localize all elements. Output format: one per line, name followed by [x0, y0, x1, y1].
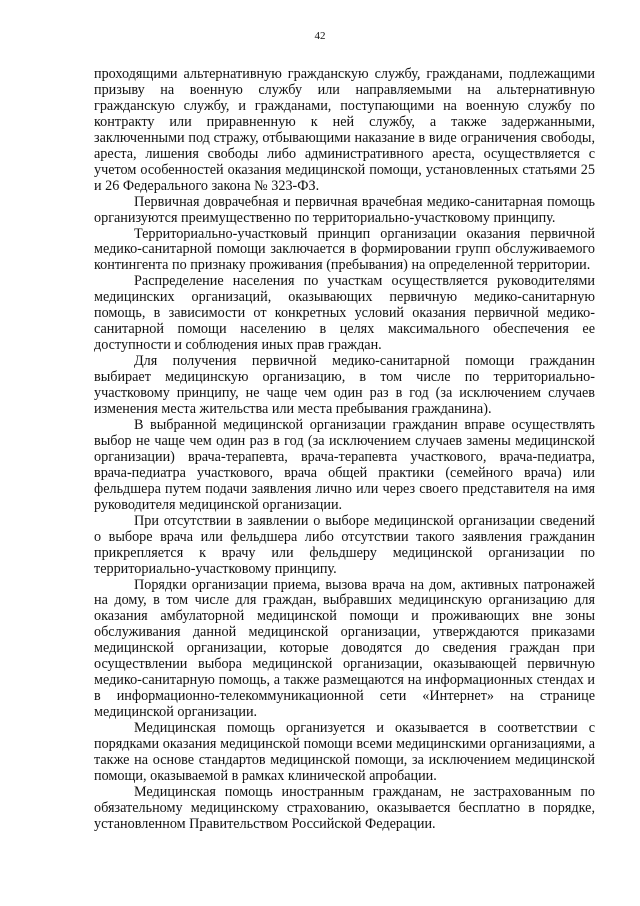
paragraph: Порядки организации приема, вызова врача на дом, активных патронажей на дому, в том числе для граждан, выбравших медицинскую организацию для оказания амбулаторной медицинской помощи и проживающих вне зоны обслуживания данной медицинской организации, утверждаются приказами медицинской организации, которые доводятся до сведения граждан при осуществлении выбора медицинской организации, оказывающей первичную медико-санитарную помощь, а также размещаются на информационных стендах и в информационно-телекоммуникационной сети «Интернет» на странице медицинской организации.: [94, 576, 595, 721]
page-number: 42: [314, 30, 326, 42]
paragraph: При отсутствии в заявлении о выборе медицинской организации сведений о выборе врача или фельдшера либо отсутствии такого заявления гражданин прикрепляется к врачу или фельдшеру медицинской организации по территориально-участковому принципу.: [94, 512, 595, 577]
paragraph-continuation: проходящими альтернативную гражданскую службу, гражданами, подлежащими призыву на военную службу или направляемыми на альтернативную гражданскую службу, и гражданами, поступающими на военную службу по контракту или приравненную к ней службу, а также задержанными, заключенными под стражу, отбывающими наказание в виде ограничения свободы, ареста, лишения свободы либо административного ареста, осуществляется с учетом особенностей оказания медицинской помощи, установленных статьями 25 и 26 Федерального закона № 323-ФЗ.: [94, 66, 595, 194]
paragraph: Территориально-участковый принцип организации оказания первичной медико-санитарной помощи заключается в формировании групп обслуживаемого контингента по признаку проживания (пребывания) на определенной территории.: [94, 225, 595, 274]
document-body: [94, 67, 595, 833]
paragraph: Для получения первичной медико-санитарной помощи гражданин выбирает медицинскую организацию, в том числе по территориально-участковому принципу, не чаще чем один раз в год (за исключением случаев изменения места жительства или места пребывания гражданина).: [94, 353, 595, 418]
paragraph: Первичная доврачебная и первичная врачебная медико-санитарная помощь организуются преимущественно по территориально-участковому принципу.: [94, 193, 595, 226]
paragraph: Распределение населения по участкам осуществляется руководителями медицинских организаций, оказывающих первичную медико-санитарную помощь, в зависимости от конкретных условий оказания первичной медико-санитарной помощи населению в целях максимального обеспечения ее доступности и соблюдения иных прав граждан.: [94, 273, 595, 354]
paragraph: В выбранной медицинской организации гражданин вправе осуществлять выбор не чаще чем один раз в год (за исключением случаев замены медицинской организации) врача-терапевта, врача-терапевта участкового, врача-педиатра, врача-педиатра участкового, врача общей практики (семейного врача) или фельдшера путем подачи заявления лично или через своего представителя на имя руководителя медицинской организации.: [94, 416, 595, 513]
paragraph: Медицинская помощь организуется и оказывается в соответствии с порядками оказания медицинской помощи всеми медицинскими организациями, а также на основе стандартов медицинской помощи, за исключением медицинской помощи, оказываемой в рамках клинической апробации.: [94, 720, 595, 784]
paragraph: Медицинская помощь иностранным гражданам, не застрахованным по обязательному медицинскому страхованию, оказывается бесплатно в порядке, установленном Правительством Российской Федерации.: [94, 783, 595, 832]
